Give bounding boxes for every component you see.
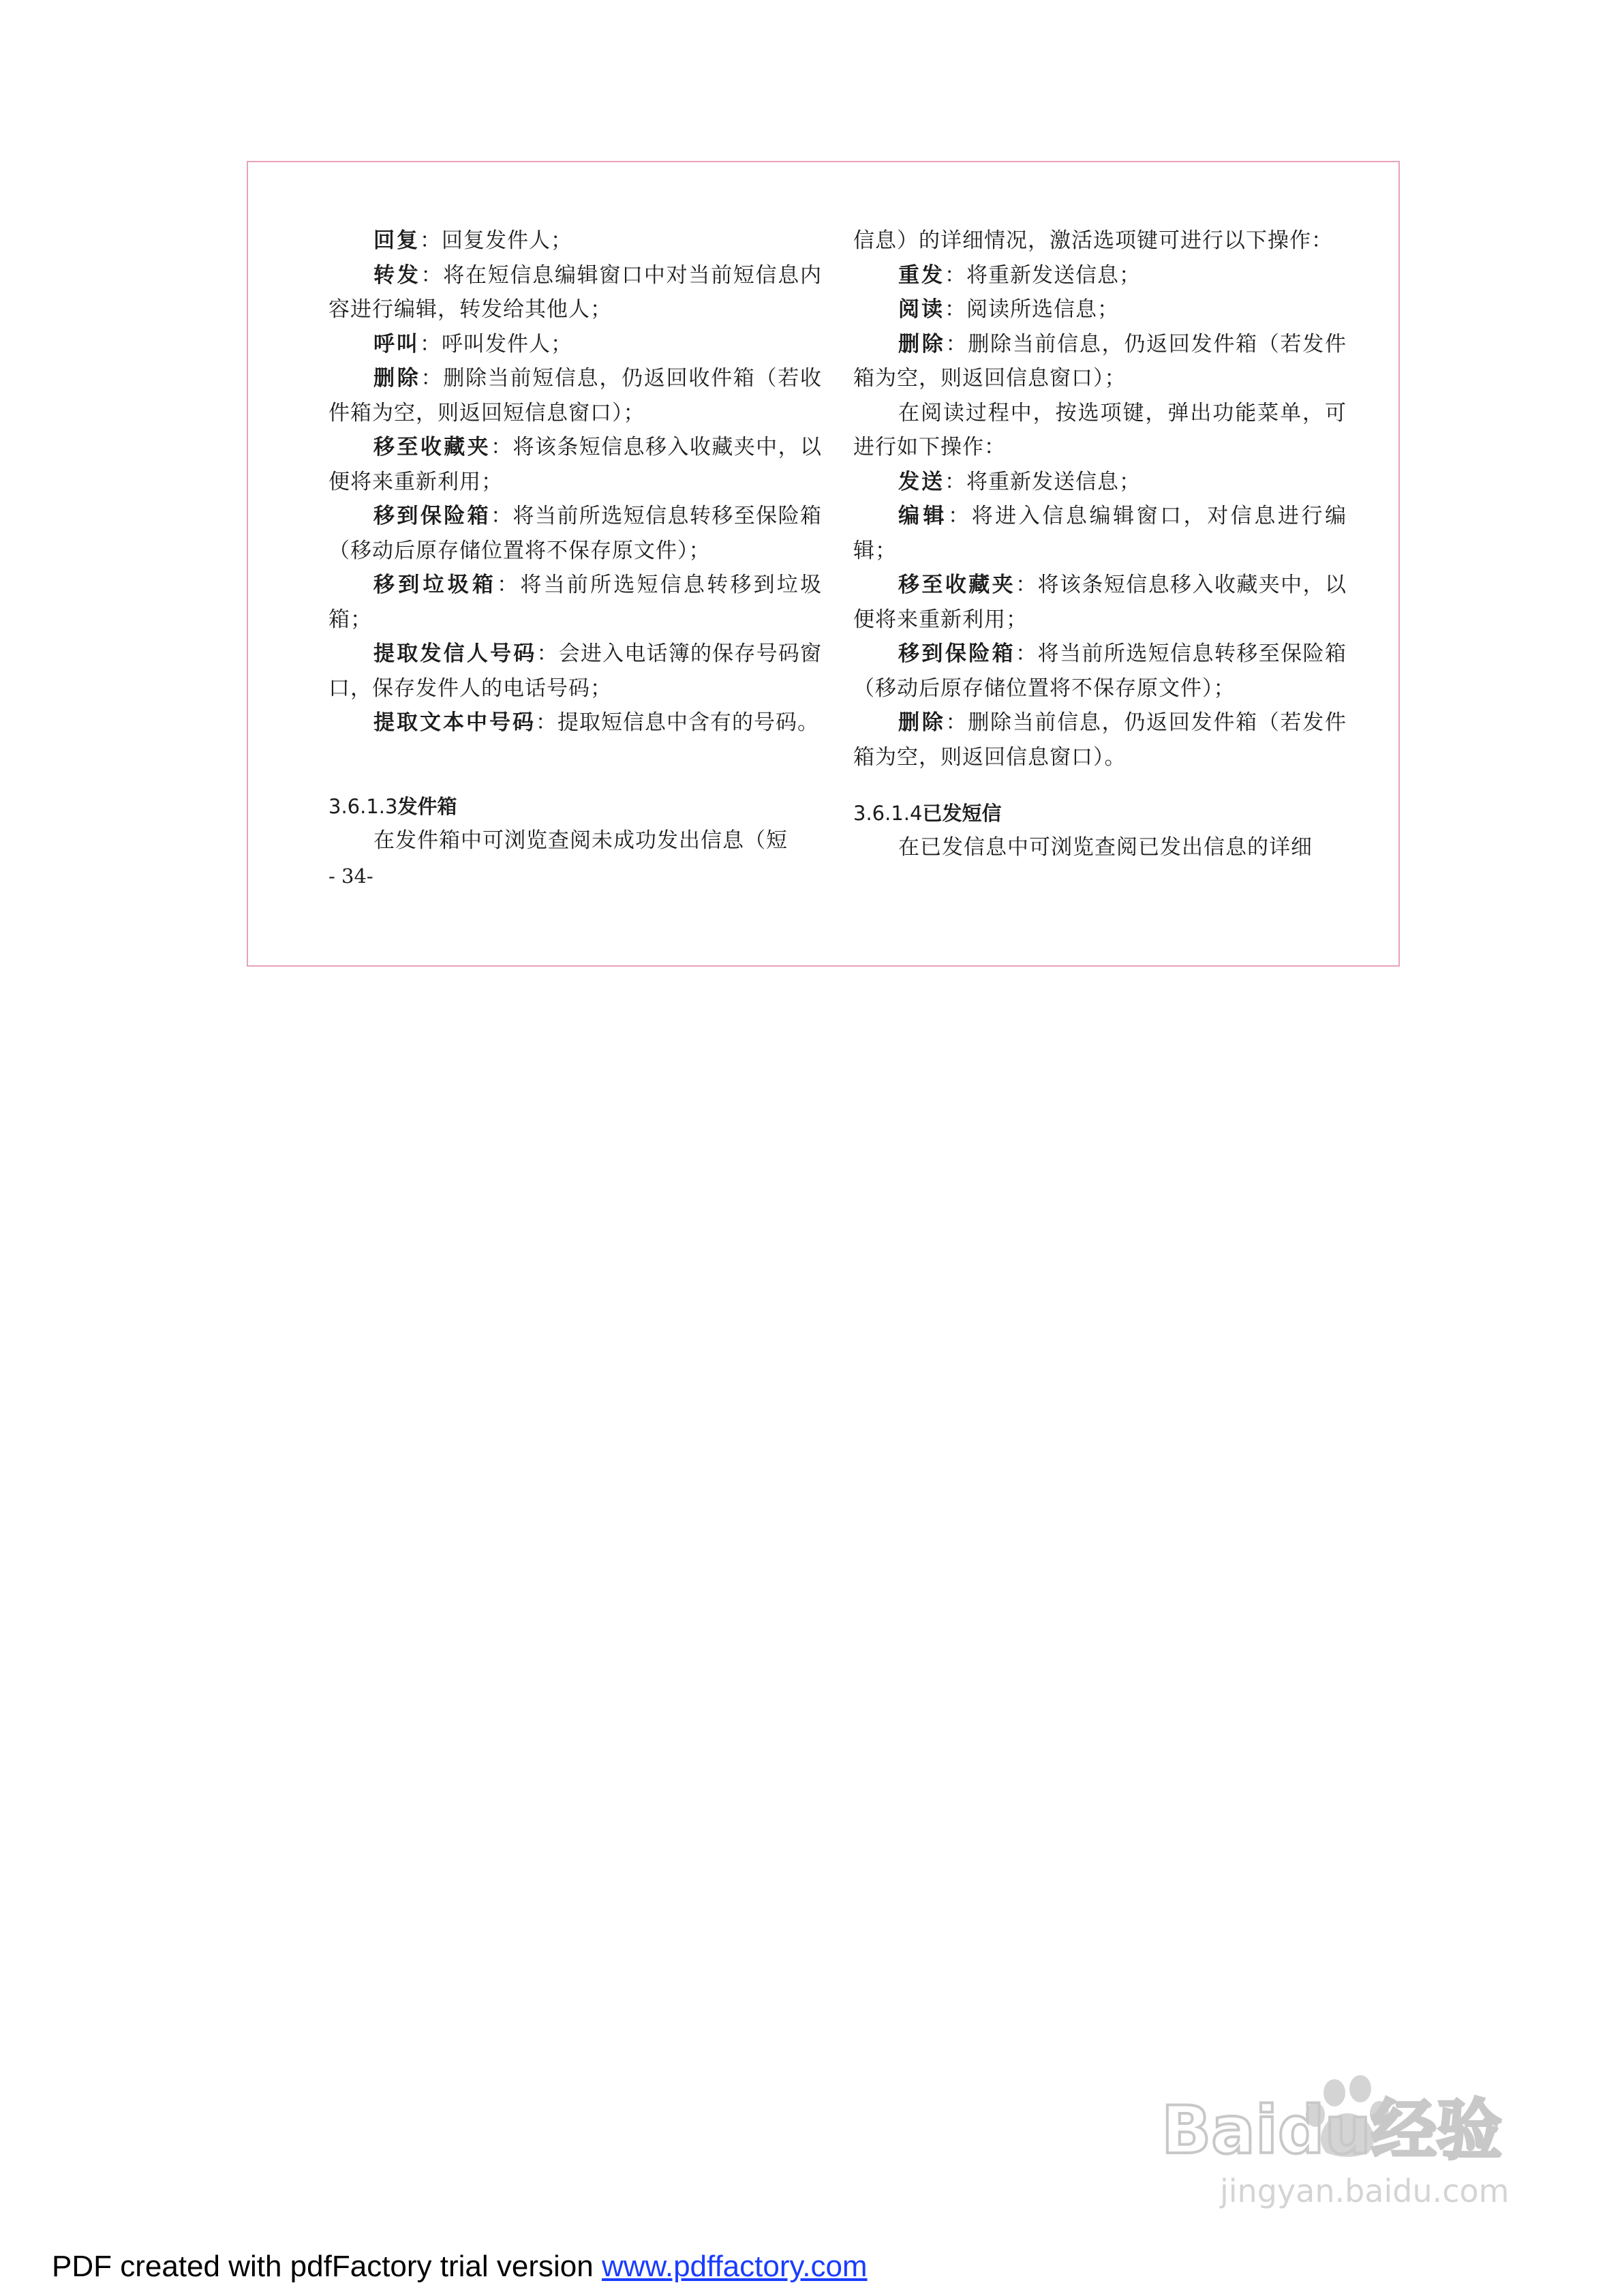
option-term: 阅读 xyxy=(898,297,945,322)
option-description: 将在短信息编辑窗口中对当前短信息内容进行编辑，转发给其他人； xyxy=(328,262,823,322)
option-separator: ： xyxy=(497,573,521,597)
option-item xyxy=(328,361,822,430)
option-description: 会进入电话簿的保存号码窗口，保存发件人的电话号码； xyxy=(328,641,823,701)
pdffactory-link[interactable]: www.pdffactory.com xyxy=(601,2250,868,2283)
left-item-list xyxy=(328,224,822,740)
option-separator: ： xyxy=(945,262,966,288)
heading-title: 已发短信 xyxy=(922,802,1002,825)
option-item xyxy=(853,292,1347,327)
option-description: 将重新发送信息； xyxy=(966,262,1141,288)
option-separator: ： xyxy=(1015,641,1038,666)
option-item xyxy=(853,706,1347,774)
option-term: 删除 xyxy=(373,366,421,391)
option-term: 重发 xyxy=(898,262,945,288)
option-item xyxy=(853,499,1347,568)
option-item xyxy=(328,637,822,706)
option-description: 将该条短信息移入收藏夹中，以便将来重新利用； xyxy=(328,435,823,494)
option-description: 将重新发送信息； xyxy=(966,469,1141,494)
option-item xyxy=(853,637,1347,706)
heading-number: 3.6.1.3 xyxy=(328,795,398,818)
option-term: 提取文本中号码 xyxy=(373,710,536,735)
option-description: 删除当前信息，仍返回发件箱（若发件箱为空，则返回信息窗口）。 xyxy=(853,710,1347,770)
option-description: 提取短信息中含有的号码。 xyxy=(557,710,819,735)
option-description: 删除当前信息，仍返回发件箱（若发件箱为空，则返回信息窗口）； xyxy=(853,331,1347,391)
sent-messages-intro-paragraph: 在已发信息中可浏览查阅已发出信息的详细 xyxy=(898,835,1313,860)
option-item xyxy=(853,465,1347,500)
option-separator: ： xyxy=(536,641,559,666)
page-number: - 34- xyxy=(328,864,373,888)
option-description: 将进入信息编辑窗口，对信息进行编辑； xyxy=(853,504,1347,563)
page-frame xyxy=(247,161,1400,967)
option-separator: ： xyxy=(420,331,442,357)
svg-text:Baidu经验: Baidu经验 xyxy=(1161,2092,1502,2169)
option-description: 将该条短信息移入收藏夹中，以便将来重新利用； xyxy=(853,573,1347,632)
option-item xyxy=(328,327,822,362)
option-item xyxy=(328,258,822,327)
option-description: 删除当前短信息，仍返回收件箱（若收件箱为空，则返回短信息窗口）； xyxy=(328,366,823,425)
option-term: 移至收藏夹 xyxy=(373,435,491,459)
footer-text: PDF created with pdfFactory trial version xyxy=(52,2250,602,2283)
heading-title: 发件箱 xyxy=(397,795,457,818)
option-term: 编辑 xyxy=(898,504,949,528)
right-column xyxy=(853,224,1347,860)
option-description: 将当前所选短信息转移到垃圾箱； xyxy=(328,573,823,632)
option-description: 回复发件人； xyxy=(442,228,572,253)
baidu-jingyan-watermark xyxy=(1152,2072,1533,2216)
reading-options-list xyxy=(853,465,1347,775)
option-term: 移到保险箱 xyxy=(898,641,1016,666)
option-description: 阅读所选信息； xyxy=(966,297,1119,322)
option-term: 回复 xyxy=(373,228,420,253)
option-term: 移到保险箱 xyxy=(373,504,491,528)
option-term: 移至收藏夹 xyxy=(898,573,1016,597)
option-item xyxy=(853,327,1347,396)
option-separator: ： xyxy=(420,366,444,391)
outbox-options-list xyxy=(853,258,1347,396)
outbox-intro-paragraph: 在发件箱中可浏览查阅未成功发出信息（短 xyxy=(373,828,788,853)
svg-text:jingyan.baidu.com: jingyan.baidu.com xyxy=(1220,2173,1510,2209)
option-term: 移到垃圾箱 xyxy=(373,573,498,597)
heading-number: 3.6.1.4 xyxy=(853,802,923,825)
option-separator: ： xyxy=(420,262,444,288)
option-separator: ： xyxy=(420,228,442,253)
option-term: 转发 xyxy=(373,262,421,288)
option-separator: ： xyxy=(945,469,966,494)
option-term: 提取发信人号码 xyxy=(373,641,537,666)
option-item xyxy=(328,499,822,568)
pdf-footer xyxy=(52,2250,868,2284)
option-separator: ： xyxy=(948,504,972,528)
option-item xyxy=(328,568,822,637)
section-heading-3-6-1-3 xyxy=(328,789,457,824)
baidu-paw-logo-icon xyxy=(1152,2072,1533,2216)
option-separator: ： xyxy=(945,331,968,357)
option-description: 将当前所选短信息转移至保险箱（移动后原存储位置将不保存原文件）； xyxy=(328,504,823,563)
option-description: 呼叫发件人； xyxy=(442,331,572,357)
option-separator: ： xyxy=(945,710,968,735)
option-term: 发送 xyxy=(898,469,945,494)
option-item xyxy=(328,430,822,499)
option-separator: ： xyxy=(491,504,513,528)
option-item xyxy=(328,224,822,258)
option-separator: ： xyxy=(491,435,513,459)
reading-menu-paragraph: 在阅读过程中，按选项键，弹出功能菜单，可进行如下操作： xyxy=(853,400,1347,459)
option-item xyxy=(328,706,822,740)
section-heading-3-6-1-4 xyxy=(853,796,1001,830)
option-separator: ： xyxy=(536,710,557,735)
option-term: 呼叫 xyxy=(373,331,420,357)
left-column xyxy=(328,224,823,888)
outbox-continued-paragraph: 信息）的详细情况，激活选项键可进行以下操作： xyxy=(853,228,1333,253)
option-separator: ： xyxy=(945,297,966,322)
option-term: 删除 xyxy=(898,331,946,357)
option-description: 将当前所选短信息转移至保险箱（移动后原存储位置将不保存原文件）； xyxy=(853,641,1347,701)
option-separator: ： xyxy=(1015,573,1038,597)
option-item xyxy=(853,258,1347,293)
option-item xyxy=(853,568,1347,637)
option-term: 删除 xyxy=(898,710,946,735)
